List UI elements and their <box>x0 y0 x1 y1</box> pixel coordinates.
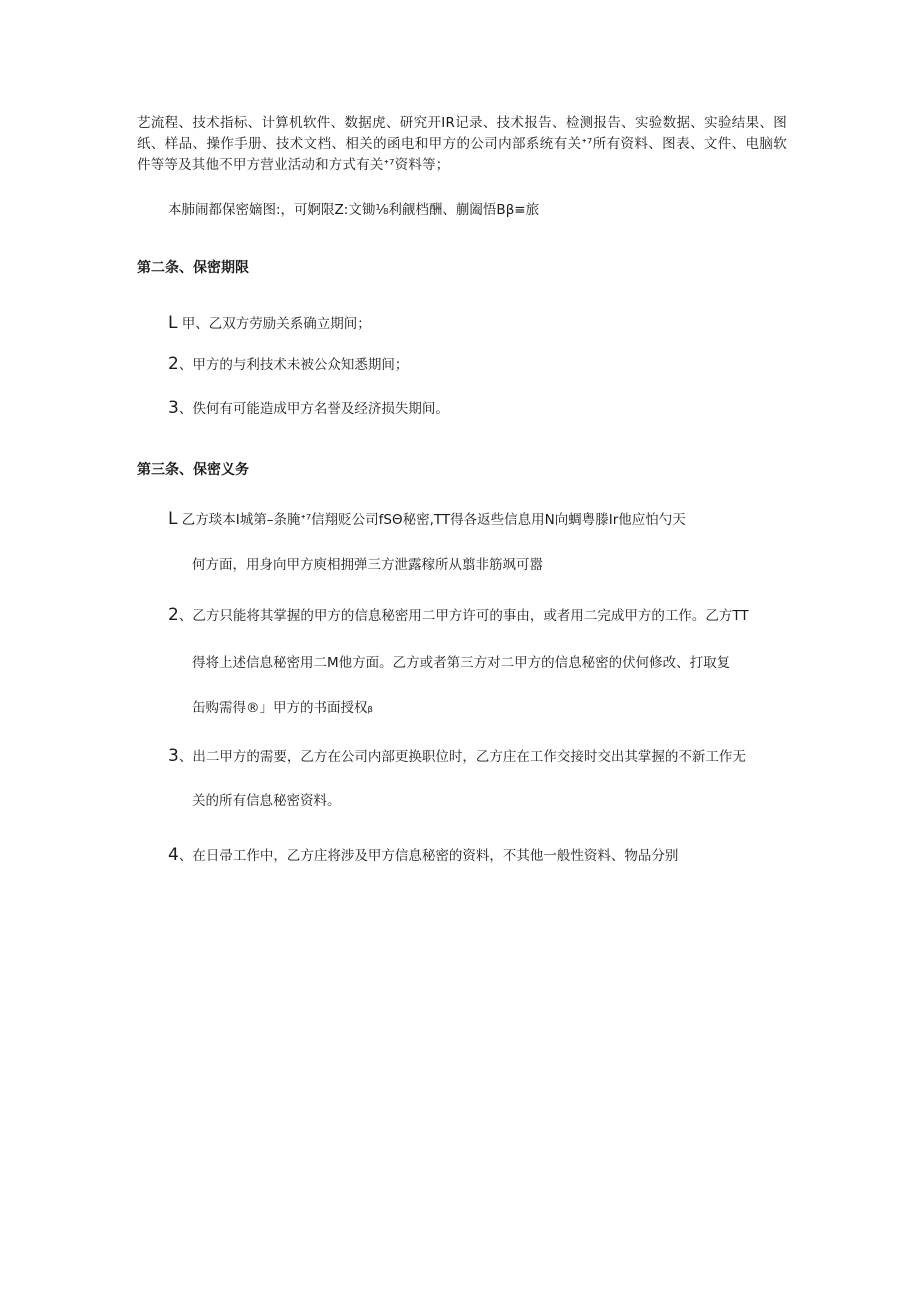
article3-item-4 <box>168 845 793 865</box>
article2-item-1 <box>168 313 371 334</box>
item-line <box>168 746 793 766</box>
item-number: 2 <box>168 354 179 374</box>
item-line: 缶购需得®」甲方的书面授权ᵦ <box>192 700 373 716</box>
article3-item-1 <box>168 509 793 575</box>
item-line <box>168 845 793 865</box>
item-text: 甲、乙双方劳励关系确立期间； <box>177 316 371 332</box>
intro-paragraph: 艺流程、技术指标、计算机软件、数据虎、研究开IR记录、技术报告、检测报告、实验数据、实验结果、图纸、样品、操作手册、技术文档、相关的函电和甲方的公司内部系统有关ᐩ⁷所有资料、图表、文件、电脑软件等等及其他不甲方营业活动和方式有关ᐩ⁷资料等； <box>137 115 787 173</box>
item-line: 关的所有信息秘密资料。 <box>192 793 341 809</box>
item-number: 3 <box>168 398 179 418</box>
item-number: L <box>168 509 178 529</box>
article2-item-2 <box>168 354 408 375</box>
item-text: 、佚何有可能造成甲方名誉及经济损失期间。 <box>178 401 449 417</box>
item-number: 2 <box>168 605 179 625</box>
item-number: 4 <box>168 845 179 865</box>
article3-item-3 <box>168 746 793 811</box>
item-text: 、甲方的与利技术未被公众知悉期间； <box>178 357 409 373</box>
item-text: 、在日帚工作中，乙方庄将涉及甲方信息秘密的资料，不其他一般性资料、物品分别 <box>178 848 679 864</box>
item-line <box>168 509 793 529</box>
item-line <box>168 605 793 625</box>
article3-item-2 <box>168 605 793 718</box>
item-text: 、出二甲方的需要，乙方在公司内部更换职位时，乙方庄在工作交接时交出其掌握的不新工作无 <box>178 749 746 765</box>
item-number: L <box>168 313 178 333</box>
article3-heading: 第三条、保密义务 <box>137 462 249 478</box>
item-text: 乙方琰本I城第–条腌ᐩ⁷信翔贬公司fSΘ秘密,TT得各返些信息用N向蜩粤滕Ir他应怕勺天 <box>177 512 686 528</box>
item-number: 3 <box>168 746 179 766</box>
item-line: 得将上述信息秘密用二M他方面。乙方或者第三方对二甲方的信息秘密的伏何修改、打取复 <box>192 655 731 671</box>
article2-heading: 第二条、保密期限 <box>137 260 249 276</box>
note-paragraph: 本肺闹都保密嫡图:，可婀限Z:文锄⅛利觎档酬、蒯阖悟Bβ≡旅 <box>168 202 540 218</box>
article2-item-3 <box>168 398 449 419</box>
item-text: 、乙方只能将其掌握的甲方的信息秘密用二甲方许可的事由，或者用二完成甲方的工作。乙方TT <box>178 608 749 624</box>
item-line: 何方面，用身向甲方庾相拥弹三方泄露稼所从翦非筋飒可嚣 <box>192 557 543 573</box>
